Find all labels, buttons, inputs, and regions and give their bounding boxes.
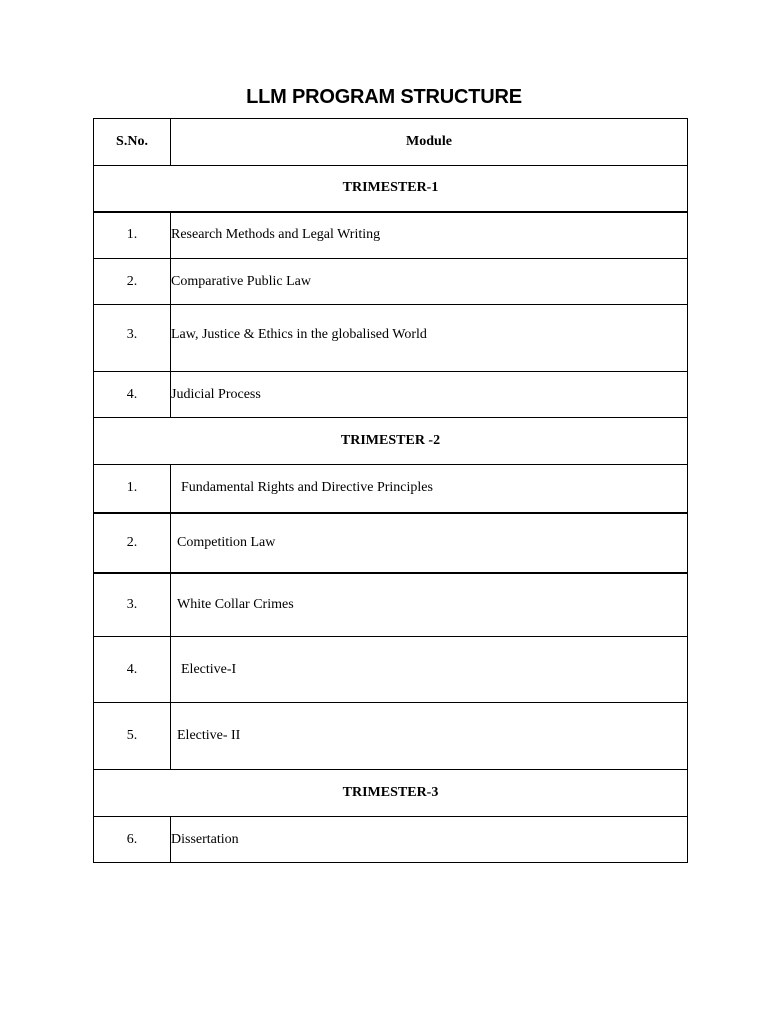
trimester-heading-row — [94, 418, 688, 465]
trimester-2-heading: TRIMESTER -2 — [94, 418, 688, 465]
sno-column-header: S.No. — [94, 119, 171, 166]
serial-number: 2. — [94, 259, 171, 305]
serial-number: 2. — [94, 513, 171, 573]
serial-number: 1. — [94, 212, 171, 259]
table-row — [94, 817, 688, 863]
serial-number: 6. — [94, 817, 171, 863]
module-name: Elective-I — [171, 637, 688, 703]
module-name: Comparative Public Law — [171, 259, 688, 305]
table-row — [94, 259, 688, 305]
serial-number: 4. — [94, 637, 171, 703]
module-name: Dissertation — [171, 817, 688, 863]
module-column-header: Module — [171, 119, 688, 166]
module-name: White Collar Crimes — [171, 573, 688, 637]
program-structure-table — [93, 118, 688, 863]
trimester-3-heading: TRIMESTER-3 — [94, 770, 688, 817]
serial-number: 3. — [94, 573, 171, 637]
document-title: LLM PROGRAM STRUCTURE — [246, 86, 522, 108]
module-name: Elective- II — [171, 703, 688, 770]
trimester-1-heading: TRIMESTER-1 — [94, 166, 688, 212]
table-row — [94, 637, 688, 703]
module-name: Judicial Process — [171, 372, 688, 418]
table-row — [94, 372, 688, 418]
serial-number: 1. — [94, 465, 171, 513]
module-name: Fundamental Rights and Directive Principles — [171, 465, 688, 513]
table-row — [94, 212, 688, 259]
module-name: Research Methods and Legal Writing — [171, 212, 688, 259]
table-header-row — [94, 119, 688, 166]
table-row — [94, 513, 688, 573]
module-name: Law, Justice & Ethics in the globalised World — [171, 305, 688, 372]
table-row — [94, 465, 688, 513]
table-row — [94, 305, 688, 372]
trimester-heading-row — [94, 166, 688, 212]
serial-number: 3. — [94, 305, 171, 372]
trimester-heading-row — [94, 770, 688, 817]
module-name: Competition Law — [171, 513, 688, 573]
serial-number: 5. — [94, 703, 171, 770]
table-row — [94, 573, 688, 637]
table-row — [94, 703, 688, 770]
serial-number: 4. — [94, 372, 171, 418]
